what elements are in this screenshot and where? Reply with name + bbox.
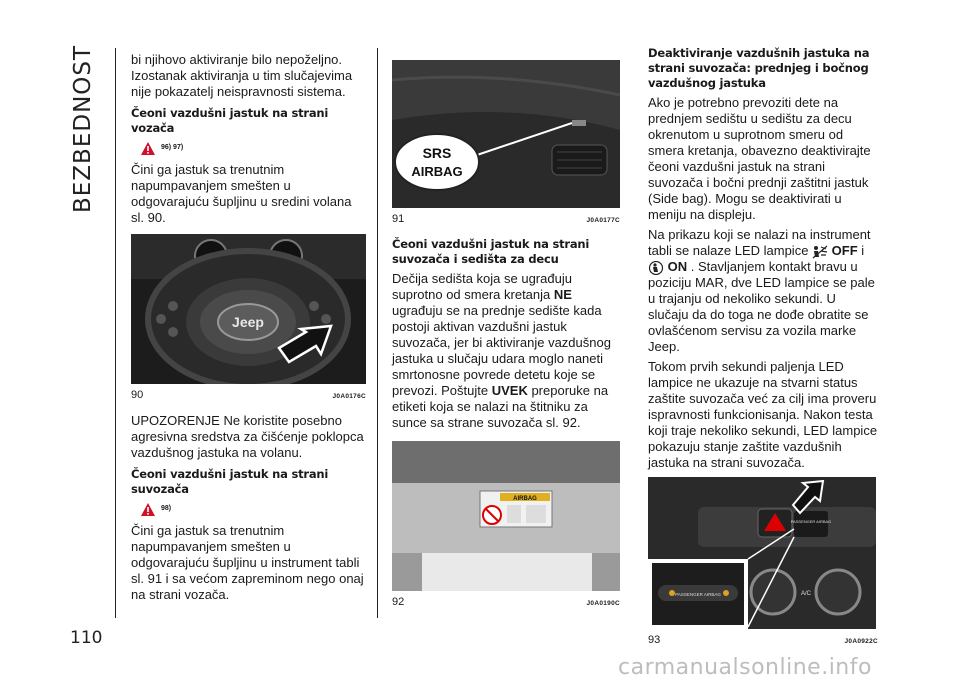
figure-number: 90 [131, 389, 144, 401]
text-run: i [857, 243, 865, 258]
emphasis-ne: NE [553, 287, 572, 302]
warning-refs-passenger [141, 501, 366, 517]
cleaning-warning-paragraph: UPOZORENJE Ne koristite posebno agresivna sredstva za čišćenje poklopca vazdušnog jastuka na volanu. [131, 413, 364, 460]
figure-90-steering-wheel [131, 234, 366, 384]
page-number: 110 [70, 628, 103, 648]
warning-triangle-icon [141, 503, 155, 516]
text-run: . Stavljanjem kontakt bravu u poziciju MAR, dve LED lampice se pale u trajanju od nekoliko sekundi. U slučaju da do toga ne dođe obratite se ovlašćenom servisu za vozila marke Jeep. [648, 259, 875, 354]
child-seat-paragraph [392, 271, 620, 431]
figure-code: J0A0922C [844, 638, 878, 645]
srs-label: SRS [422, 145, 452, 161]
caption-91 [392, 211, 620, 229]
inset-airbag-label: PASSENGER AIRBAG [675, 592, 721, 597]
column-divider [377, 48, 378, 618]
caption-92 [392, 594, 620, 612]
heading-driver-airbag: Čeoni vazdušni jastuk na strani vozača [131, 106, 329, 135]
text-run: preporuke na etiketi koja se nalazi na štitniku za sunce sa strane suvozača sl. 92. [392, 383, 609, 430]
heading-passenger-airbag: Čeoni vazdušni jastuk na strani suvozača [131, 467, 329, 496]
led-on-label: ON [667, 259, 688, 274]
console-airbag-button-label: PASSENGER AIRBAG [790, 519, 832, 524]
test-paragraph: Tokom prvih sekundi paljenja LED lampice ne ukazuje na stvarni status zaštite suvozača već za cilj ima proveru ispravnosti funkcionisanja. Nakon testa koji traje nekoliko sekundi, LED lampice pokazuju stanje zaštite vazdušnih jastuka na strani suvozača. [648, 359, 878, 470]
figure-code: J0A0177C [586, 217, 620, 224]
warning-refs-driver [141, 140, 366, 156]
passenger-airbag-off-icon [812, 245, 828, 259]
figure-number: 92 [392, 596, 405, 608]
caption-93 [648, 632, 878, 650]
heading-deactivation: Deaktiviranje vazdušnih jastuka na strani suvozača: prednjeg i bočnog vazdušnog jastuka [648, 46, 870, 90]
deactivation-paragraph: Ako je potrebno prevoziti dete na prednjem sedištu u sedištu za decu okrenutom u suprotnom smeru od smera kretanja, obavezno deaktivirajte čeoni vazdušni jastuk na strani suvozača i bočni prednji zaštitni jastuk (Side bag). Mogu se deaktivirati u meniju na displeju. [648, 95, 871, 222]
column-1 [131, 52, 366, 607]
column-2 [392, 60, 620, 620]
warning-refs-text: 98) [161, 505, 172, 512]
text-run: ugrađuju se na prednje sedište kada postoji aktivan vazdušni jastuk suvozača, jer bi aktiviranje vazdušnog jastuka u slučaju udara moglo naneti smrtonosne povrede detetu koje se prevozi. Poštujte [392, 303, 611, 398]
intro-paragraph: bi njihovo aktiviranje bilo nepoželjno. Izostanak aktiviranja u tim slučajevima nije pokazatelj neispravnosti sistema. [131, 52, 353, 99]
figure-91-dashboard [392, 60, 620, 208]
caption-90 [131, 387, 366, 405]
airbag-label: AIRBAG [411, 164, 463, 179]
passenger-airbag-paragraph: Čini ga jastuk sa trenutnim napumpavanjem smešten u odgovarajuću šupljinu u instrument tabli sl. 91 i sa većom zapreminom nego onaj na strani vozača. [131, 523, 364, 602]
figure-number: 93 [648, 634, 661, 646]
passenger-airbag-on-icon [648, 261, 664, 275]
text-run: Dečija sedišta koja se ugrađuju suprotno od smera kretanja [392, 271, 572, 302]
figure-93-center-console [648, 477, 876, 629]
watermark: carmanualsonline.info [618, 655, 872, 680]
emphasis-uvek: UVEK [491, 383, 528, 398]
led-off-label: OFF [831, 243, 858, 258]
figure-number: 91 [392, 213, 405, 225]
led-paragraph [648, 227, 878, 355]
text-run: Na prikazu koji se nalazi na instrument tabli se nalaze LED lampice [648, 227, 871, 258]
warning-refs-text: 96) 97) [161, 144, 184, 151]
ac-label: A/C [800, 591, 812, 597]
visor-airbag-label: AIRBAG [513, 496, 537, 502]
figure-92-sun-visor [392, 441, 620, 591]
figure-code: J0A0190C [586, 600, 620, 607]
figure-code: J0A0176C [332, 393, 366, 400]
jeep-logo-text: Jeep [232, 314, 264, 330]
heading-child-seat: Čeoni vazdušni jastuk na strani suvozača i sedišta za decu [392, 237, 590, 266]
column-3 [648, 46, 878, 658]
side-divider [115, 48, 116, 618]
driver-airbag-paragraph: Čini ga jastuk sa trenutnim napumpavanjem smešten u odgovarajuću šupljinu u sredini volana sl. 90. [131, 162, 352, 225]
section-title: BEZBEDNOST [70, 44, 96, 214]
warning-triangle-icon [141, 142, 155, 155]
